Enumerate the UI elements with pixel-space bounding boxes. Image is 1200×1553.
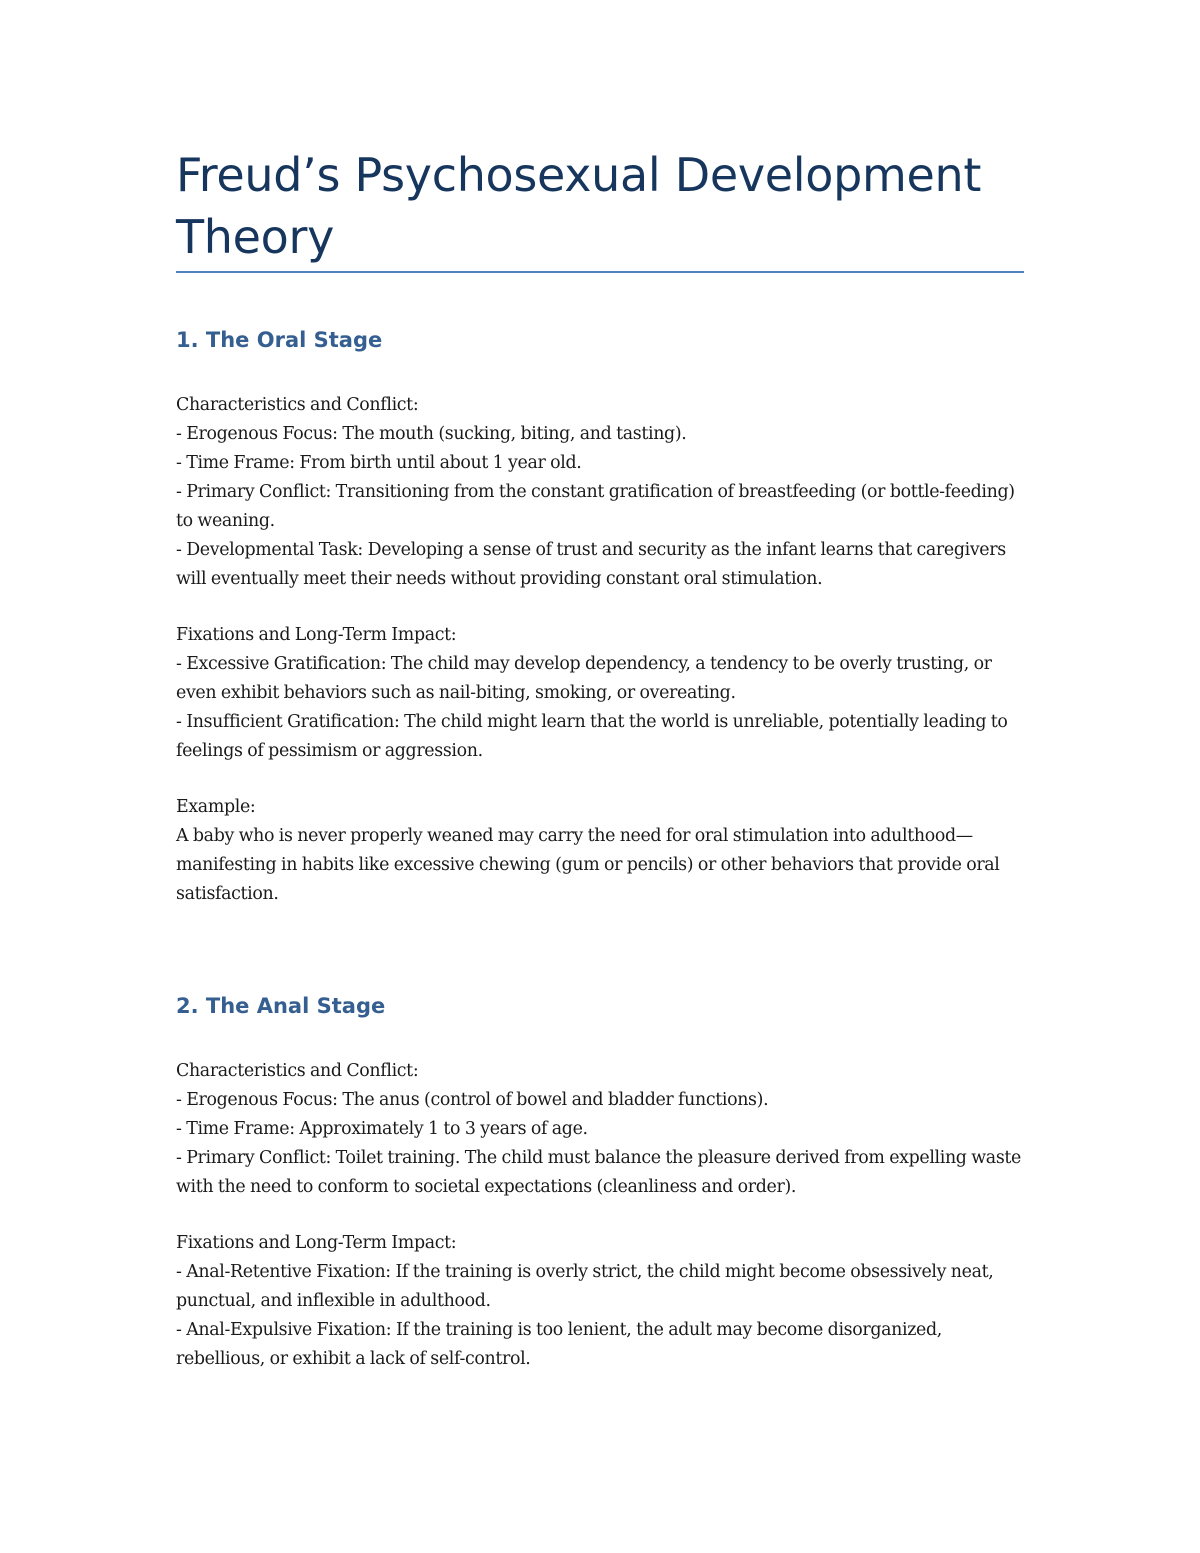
block-label: Characteristics and Conflict: bbox=[176, 1061, 419, 1081]
list-item: - Erogenous Focus: The mouth (sucking, biting, and tasting). bbox=[176, 424, 687, 444]
list-item: - Time Frame: From birth until about 1 year old. bbox=[176, 453, 582, 473]
block-label: Fixations and Long-Term Impact: bbox=[176, 625, 457, 645]
block-label: Characteristics and Conflict: bbox=[176, 395, 419, 415]
list-item: - Primary Conflict: Transitioning from the constant gratification of breastfeeding (or bottle-feeding) to weaning. bbox=[176, 482, 1015, 531]
block-label: Fixations and Long-Term Impact: bbox=[176, 1233, 457, 1253]
list-item: - Anal-Expulsive Fixation: If the training is too lenient, the adult may become disorganized, rebellious, or exhibit a lack of self-control. bbox=[176, 1320, 942, 1369]
example-text: A baby who is never properly weaned may carry the need for oral stimulation into adulthood—manifesting in habits like excessive chewing (gum or pencils) or other behaviors that provide oral satisfaction. bbox=[176, 826, 1000, 904]
section-heading: 2. The Anal Stage bbox=[176, 994, 386, 1018]
characteristics-block bbox=[176, 1057, 1024, 1202]
section-heading: 1. The Oral Stage bbox=[176, 328, 383, 352]
document-title: Freud’s Psychosexual Development Theory bbox=[176, 148, 982, 264]
block-label: Example: bbox=[176, 797, 256, 817]
fixations-block bbox=[176, 1229, 1024, 1374]
list-item: - Anal-Retentive Fixation: If the training is overly strict, the child might become obsessively neat, punctual, and inflexible in adulthood. bbox=[176, 1262, 994, 1311]
list-item: - Time Frame: Approximately 1 to 3 years of age. bbox=[176, 1119, 588, 1139]
section-anal-stage bbox=[176, 991, 1024, 1401]
list-item: - Primary Conflict: Toilet training. The child must balance the pleasure derived from expelling waste with the need to conform to societal expectations (cleanliness and order). bbox=[176, 1148, 1021, 1197]
example-block bbox=[176, 793, 1024, 909]
title-divider bbox=[176, 271, 1024, 273]
characteristics-block bbox=[176, 391, 1024, 594]
section-oral-stage bbox=[176, 325, 1024, 936]
fixations-block bbox=[176, 621, 1024, 766]
list-item: - Insufficient Gratification: The child might learn that the world is unreliable, potentially leading to feelings of pessimism or aggression. bbox=[176, 712, 1008, 761]
list-item: - Excessive Gratification: The child may develop dependency, a tendency to be overly trusting, or even exhibit behaviors such as nail-biting, smoking, or overeating. bbox=[176, 654, 992, 703]
list-item: - Erogenous Focus: The anus (control of bowel and bladder functions). bbox=[176, 1090, 769, 1110]
list-item: - Developmental Task: Developing a sense of trust and security as the infant learns that caregivers will eventually meet their needs without providing constant oral stimulation. bbox=[176, 540, 1006, 589]
